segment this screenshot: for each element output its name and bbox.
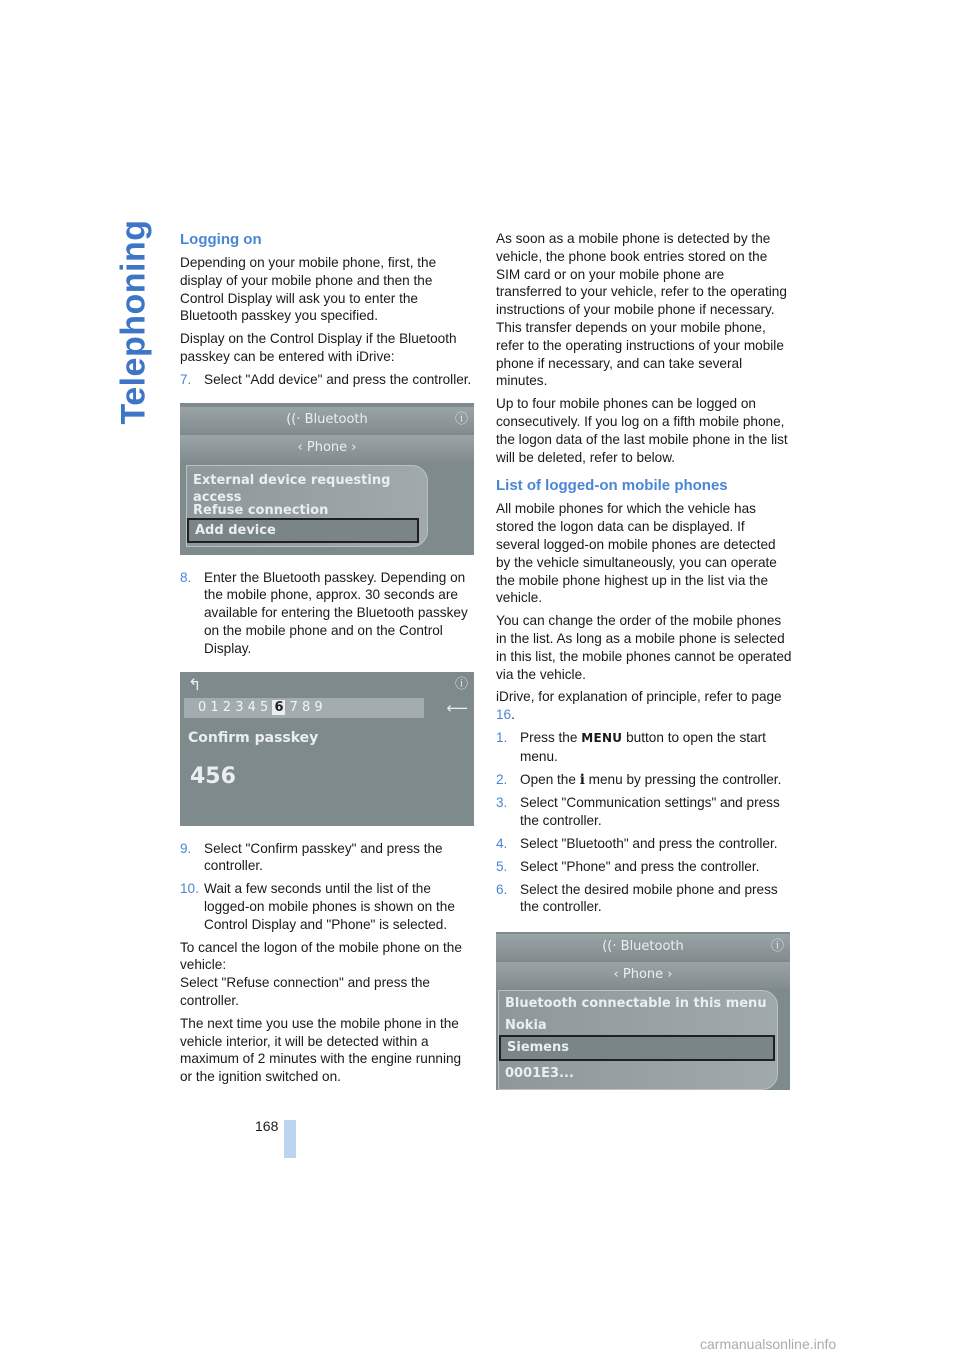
control-display-screenshot-passkey <box>180 672 474 826</box>
step-5 <box>496 858 792 876</box>
page-link[interactable]: 16 <box>496 707 512 723</box>
menu-item-refuse-connection: Refuse connection <box>193 502 329 518</box>
screen-title: Bluetooth <box>620 939 684 955</box>
step-6 <box>496 881 792 917</box>
step-8 <box>180 569 476 658</box>
control-display-screenshot-add-device <box>180 403 474 555</box>
step-3 <box>496 794 792 830</box>
paragraph: As soon as a mobile phone is detected by the vehicle, the phone book entries stored on the SIM card or on your mobile phone are transferred to your vehicle, refer to the operating instructions of your mobile phone if necessary. This transfer depends on your mobile phone, refer to the operating instructions of your mobile phone if necessary, and can take several minutes. <box>496 231 787 389</box>
left-column <box>180 230 476 1091</box>
step-number: 5. <box>496 858 508 874</box>
screen-subtitle: Phone <box>306 439 348 455</box>
chevron-left-icon: ‹ <box>613 967 619 983</box>
back-arrow-icon: ↰ <box>188 674 202 694</box>
step-number: 9. <box>180 840 192 856</box>
control-display-screenshot-phone-list <box>496 932 790 1090</box>
step-text: menu by pressing the controller. <box>588 771 782 787</box>
step-text: Select "Confirm passkey" and press the controller. <box>204 840 443 874</box>
step-text: Select "Bluetooth" and press the controller. <box>520 835 778 851</box>
paragraph: Depending on your mobile phone, first, the display of your mobile phone and then the Control Display will ask you to enter the Bluetooth passkey you specified. <box>180 255 437 324</box>
info-icon: ⓘ <box>454 411 468 427</box>
list-item-0001e3: 0001E3... <box>505 1066 574 1082</box>
paragraph: To cancel the logon of the mobile phone on the vehicle: <box>180 939 462 973</box>
step-text: Select "Phone" and press the controller. <box>520 858 760 874</box>
paragraph: iDrive, for explanation of principle, refer to page 16. <box>496 689 782 723</box>
step-text: Press the <box>520 729 578 745</box>
page-reference-text: iDrive, for explanation of principle, refer to page <box>496 689 782 705</box>
screen-title-bar <box>180 407 474 433</box>
digits-before: 0 1 2 3 4 5 <box>198 699 269 715</box>
right-column <box>496 230 792 1104</box>
list-item-siemens: Siemens <box>499 1035 775 1061</box>
step-text: Select "Add device" and press the controller. <box>204 371 472 387</box>
digits-after: 7 8 9 <box>289 699 323 715</box>
passkey-value: 456 <box>190 763 236 789</box>
step-text: Enter the Bluetooth passkey. Depending on the mobile phone, approx. 30 seconds are available for entering the Bluetooth passkey on the mobile phone and on the Control Display. <box>204 569 468 656</box>
digit-selected: 6 <box>274 699 284 715</box>
page-tab-marker <box>284 1120 296 1158</box>
step-number: 6. <box>496 881 508 897</box>
menu-item-external-device: External device requesting access <box>193 472 391 506</box>
step-number: 8. <box>180 569 192 585</box>
step-text: Select "Communication settings" and press the controller. <box>520 795 780 829</box>
screen-subtitle: Phone <box>622 967 664 983</box>
menu-panel <box>186 465 428 547</box>
step-9 <box>180 840 476 876</box>
chapter-title-text: Telephoning <box>114 219 153 425</box>
step-number: 7. <box>180 371 192 387</box>
step-7 <box>180 371 476 389</box>
backspace-icon: ⟵ <box>446 698 468 717</box>
step-text: Wait a few seconds until the list of the logged-on mobile phones is shown on the Control Display and "Phone" is selected. <box>204 881 455 932</box>
screen-subtitle-bar <box>496 962 790 988</box>
step-number: 4. <box>496 835 508 851</box>
menu-item-add-device: Add device <box>187 518 419 544</box>
chevron-right-icon: › <box>667 967 673 983</box>
list-item-nokia: Nokia <box>505 1018 547 1034</box>
step-4 <box>496 835 792 853</box>
watermark: carmanualsonline.info <box>700 1336 837 1352</box>
chevron-right-icon: › <box>351 439 357 455</box>
page-number: 168 <box>255 1118 279 1134</box>
step-number: 10. <box>180 881 199 897</box>
step-number: 1. <box>496 729 508 745</box>
digit-speller <box>184 698 424 718</box>
step-text: button to open the start menu. <box>520 729 766 764</box>
phone-list-panel <box>498 990 778 1090</box>
step-number: 3. <box>496 795 508 811</box>
paragraph: Select "Refuse connection" and press the controller. <box>180 975 430 1008</box>
chevron-left-icon: ‹ <box>297 439 303 455</box>
bluetooth-icon: ((· <box>602 939 617 955</box>
step-2 <box>496 771 792 790</box>
bluetooth-icon: ((· <box>286 411 301 427</box>
step-1 <box>496 729 792 766</box>
info-menu-icon: i <box>579 771 585 788</box>
paragraph: The next time you use the mobile phone in the vehicle interior, it will be detected within a maximum of 2 minutes with the engine running or the ignition switched on. <box>180 1015 462 1085</box>
paragraph: Up to four mobile phones can be logged on consecutively. If you log on a fifth mobile phone, the logon data of the last mobile phone in the list will be deleted, refer to below. <box>496 396 788 465</box>
step-text: Open the <box>520 771 576 787</box>
menu-button-icon: MENU <box>581 730 623 745</box>
step-number: 2. <box>496 771 508 787</box>
screen-subtitle-bar <box>180 435 474 461</box>
step-10 <box>180 880 476 933</box>
list-header: Bluetooth connectable in this menu <box>505 996 767 1012</box>
info-icon: ⓘ <box>454 676 468 692</box>
screen-title-bar <box>496 934 790 960</box>
heading-logging-on: Logging on <box>180 231 262 248</box>
paragraph: All mobile phones for which the vehicle has stored the logon data can be displayed. If several logged-on mobile phones are detected by the vehicle simultaneously, you can operate the mobile phone highest up in the list via the vehicle. <box>496 501 777 606</box>
chapter-title <box>112 219 156 425</box>
paragraph: Display on the Control Display if the Bluetooth passkey can be entered with iDrive: <box>180 331 457 364</box>
confirm-passkey-label: Confirm passkey <box>188 729 319 746</box>
paragraph: You can change the order of the mobile phones in the list. As long as a mobile phone is selected in this list, the mobile phones cannot be operated via the vehicle. <box>496 613 792 682</box>
screen-title: Bluetooth <box>304 411 368 427</box>
heading-logged-on-phones: List of logged-on mobile phones <box>496 477 728 495</box>
info-icon: ⓘ <box>770 939 784 955</box>
step-text: Select the desired mobile phone and press the controller. <box>520 881 778 915</box>
